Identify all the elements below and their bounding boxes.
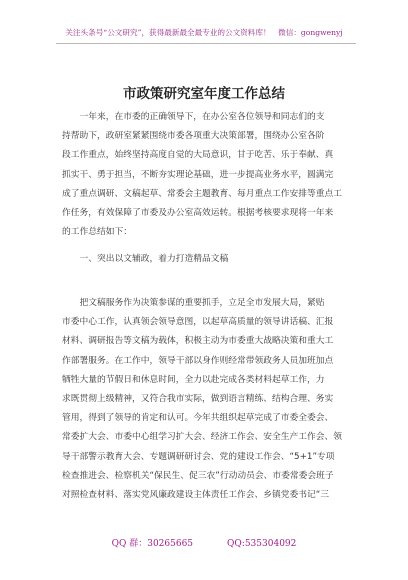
text-line: 的工作总结如下： xyxy=(62,227,132,238)
qq-group-number: QQ 群：30265665 xyxy=(111,539,194,549)
text-line: 管用，得到了领导的肯定和认可。今年共组织起草完成了市委全委会、 xyxy=(62,413,334,424)
qq-number: QQ:535304092 xyxy=(227,539,297,549)
text-line: 作任务，有效保障了市委及办公室高效运转。根据考核要求现将一年来 xyxy=(62,207,334,218)
section-heading: 一、突出以文辅政，着力打造精品文稿 xyxy=(62,254,229,264)
text-line: 导干部警示教育大会、专题调研研讨会、党的建设工作会、“5+1”专项 xyxy=(62,451,335,462)
text-line: 市委中心工作，认真领会领导意图，以起草高质量的领导讲话稿、汇报 xyxy=(62,317,334,328)
body-paragraph xyxy=(62,294,350,505)
text-line: 对照检查材料、落实党风廉政建设主体责任工作会、乡镇党委书记“三 xyxy=(62,489,330,500)
text-line: 持帮助下，政研室紧紧围绕市委各项重大决策部署，围绕办公室各阶 xyxy=(62,131,325,142)
document-title: 市政策研究室年度工作总结 xyxy=(123,86,285,102)
intro-paragraph xyxy=(62,108,350,242)
text-line: 材料、调研报告等文稿为载体，积极主动为市委重大战略决策和重大工 xyxy=(62,336,334,347)
text-line: 作部署服务。在工作中，领导干部以身作则经常带领政务人员加班加点 xyxy=(62,355,334,366)
text-line: 抓实干、勇于担当，不断夯实理论基础，进一步提高业务水平，圆满完 xyxy=(62,169,334,180)
text-line: 段工作重点，始终坚持高度自觉的大局意识，甘于吃苦、乐于奉献、真 xyxy=(62,150,334,161)
header-divider xyxy=(56,43,356,44)
section-heading-block xyxy=(62,250,350,269)
header-promo-note: 关注头条号“公文研究”，获得最新最全最专业的公文资料库！ 微信：gongwenyj xyxy=(65,28,343,37)
text-line: 检查推进会、检察机关“保民生、促三农”行动动员会、市委常委会班子 xyxy=(62,470,334,481)
text-line: 把文稿服务作为决策参谋的重要抓手，立足全市发展大局，紧贴 xyxy=(62,298,325,308)
text-line: 成了重点调研、文稿起草、常委会主题教育、每月重点工作安排等重点工 xyxy=(62,188,342,199)
footer-contact xyxy=(0,536,408,549)
text-line: 求既贯彻上级精神，又符合我市实际，做到语言精练、结构合理、务实 xyxy=(62,393,334,404)
text-line: 牺牲大量的节假日和休息时间，全力以赴完成各类材料起草工作，力 xyxy=(62,374,325,385)
text-line: 一年来，在市委的正确领导下，在办公室各位领导和同志们的支 xyxy=(62,112,325,122)
text-line: 常委扩大会、市委中心组学习扩大会、经济工作会、安全生产工作会、领 xyxy=(62,432,342,443)
